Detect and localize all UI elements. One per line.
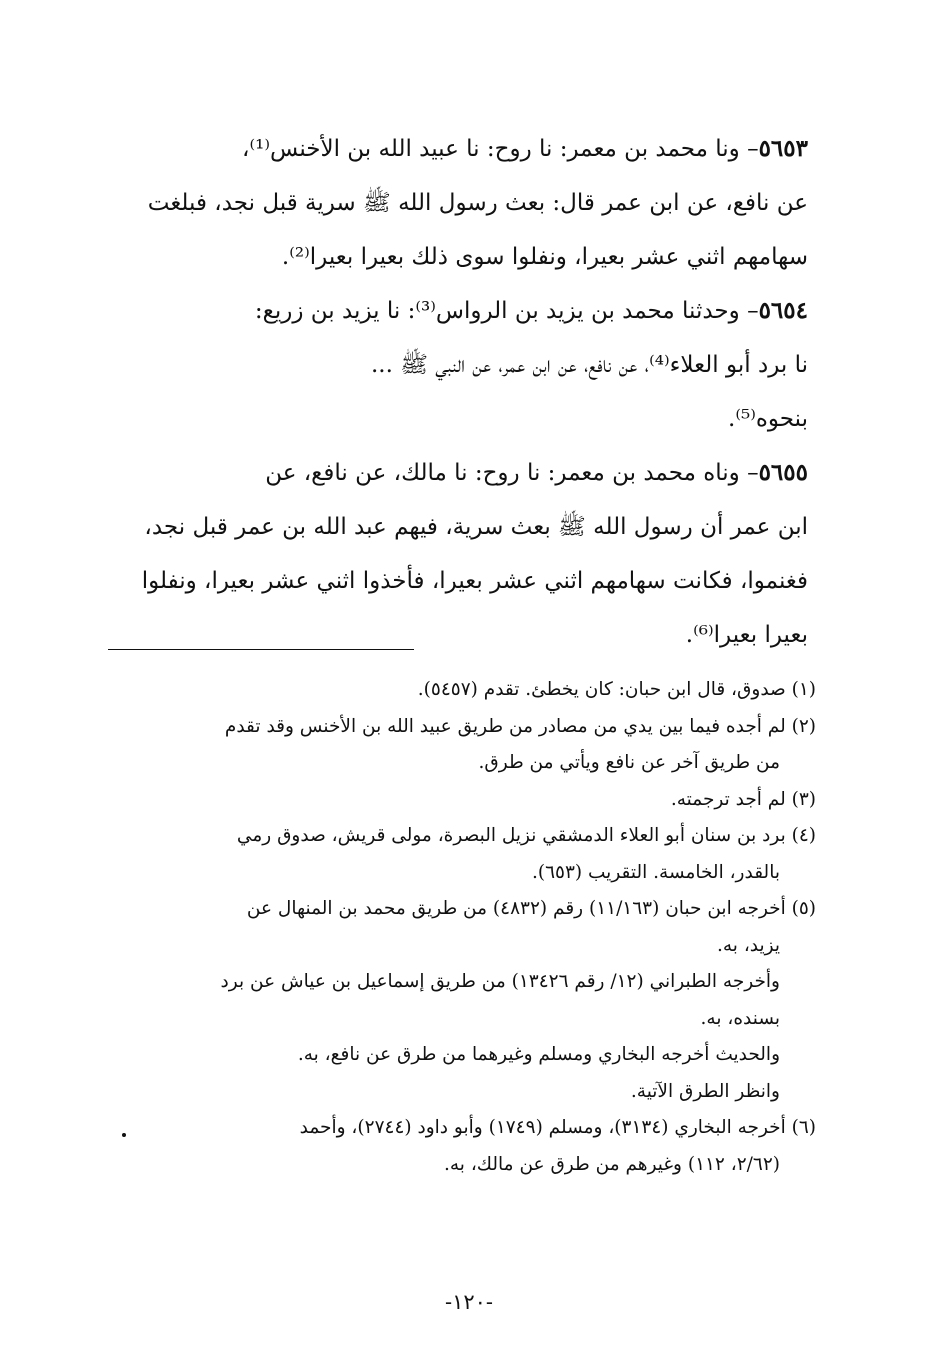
page-number: -١٢٠- (444, 1290, 494, 1314)
text-line: نا برد أبو العلاء⁽⁴⁾، عن نافع، عن ابن عمر، عن النبي ﷺ ... (370, 352, 808, 378)
footnote-3 (108, 782, 816, 819)
main-text (108, 122, 808, 662)
text-line: بنحوه⁽⁵⁾. (728, 406, 808, 432)
footnote-line: بالقدر، الخامسة. التقريب (٦٥٣). (532, 861, 780, 883)
footnote-line: (٦) أخرجه البخاري (٣١٣٤)، ومسلم (١٧٤٩) وأبو داود (٢٧٤٤)، وأحمد (299, 1117, 816, 1138)
text-line: سهامهم اثني عشر بعيرا، ونفلوا سوى ذلك بعيرا بعيرا⁽²⁾. (281, 244, 808, 270)
footnote-line: (١) صدوق، قال ابن حبان: كان يخطئ. تقدم (٥٤٥٧). (417, 679, 816, 700)
footnote-6 (108, 1110, 816, 1183)
footnote-line: يزيد، به. (716, 934, 780, 956)
text-line: ابن عمر أن رسول الله ﷺ بعث سرية، فيهم عبد الله بن عمر قبل نجد، (144, 514, 808, 540)
hadith-entry (108, 446, 808, 662)
footnote-5 (108, 891, 816, 1110)
footnote-line: وانظر الطرق الآتية. (630, 1080, 780, 1102)
footnote-line: (٥) أخرجه ابن حبان (١١/١٦٣) رقم (٤٨٣٢) من طريق محمد بن المنهال عن (246, 898, 816, 919)
hadith-entry (108, 284, 808, 446)
hadith-number: ٥٦٥٥ (758, 459, 808, 486)
footnote-line: (٣) لم أجد ترجمته. (670, 788, 816, 810)
text-line: – ونا محمد بن معمر: نا روح: نا عبيد الله بن الأخنس⁽¹⁾، (242, 136, 759, 162)
footnote-4 (108, 818, 816, 891)
footnote-line: بسنده، به. (700, 1007, 780, 1029)
text-line: – وناه محمد بن معمر: نا روح: نا مالك، عن نافع، عن (265, 460, 759, 486)
footnote-line: والحديث أخرجه البخاري ومسلم وغيرهما من طرق عن نافع، به. (297, 1044, 780, 1065)
text-line: عن نافع، عن ابن عمر قال: بعث رسول الله ﷺ سرية قبل نجد، فبلغت (147, 190, 808, 216)
hadith-number: ٥٦٥٤ (758, 297, 808, 324)
footnote-line: وأخرجه الطبراني (١٢/ رقم ١٣٤٢٦) من طريق إسماعيل بن عياش عن برد (220, 971, 780, 992)
text-line: – وحدثنا محمد بن يزيد بن الرواس⁽³⁾: نا يزيد بن زريع: (254, 298, 759, 324)
footnote-line: (٢) لم أجده فيما بين يدي من مصادر من طريق عبيد الله بن الأخنس وقد تقدم (224, 715, 816, 737)
footnote-2 (108, 709, 816, 782)
text-line: فغنموا، فكانت سهامهم اثني عشر بعيرا، فأخذوا اثني عشر بعيرا، ونفلوا (141, 568, 808, 594)
hadith-number: ٥٦٥٣ (758, 135, 808, 162)
footnote-line: من طريق آخر عن نافع ويأتي من طرق. (478, 752, 780, 773)
footnote-separator (108, 649, 414, 650)
footnote-1 (108, 672, 816, 709)
ink-speck (122, 1133, 126, 1137)
text-line: بعيرا بعيرا⁽⁶⁾. (685, 622, 808, 648)
footnote-line: (٢/٦٢، ١١٢) وغيرهم من طرق عن مالك، به. (444, 1153, 780, 1175)
hadith-entry (108, 122, 808, 284)
footnotes (108, 672, 816, 1183)
footnote-line: (٤) برد بن سنان أبو العلاء الدمشقي نزيل البصرة، مولى قريش، صدوق رمي (236, 825, 816, 846)
